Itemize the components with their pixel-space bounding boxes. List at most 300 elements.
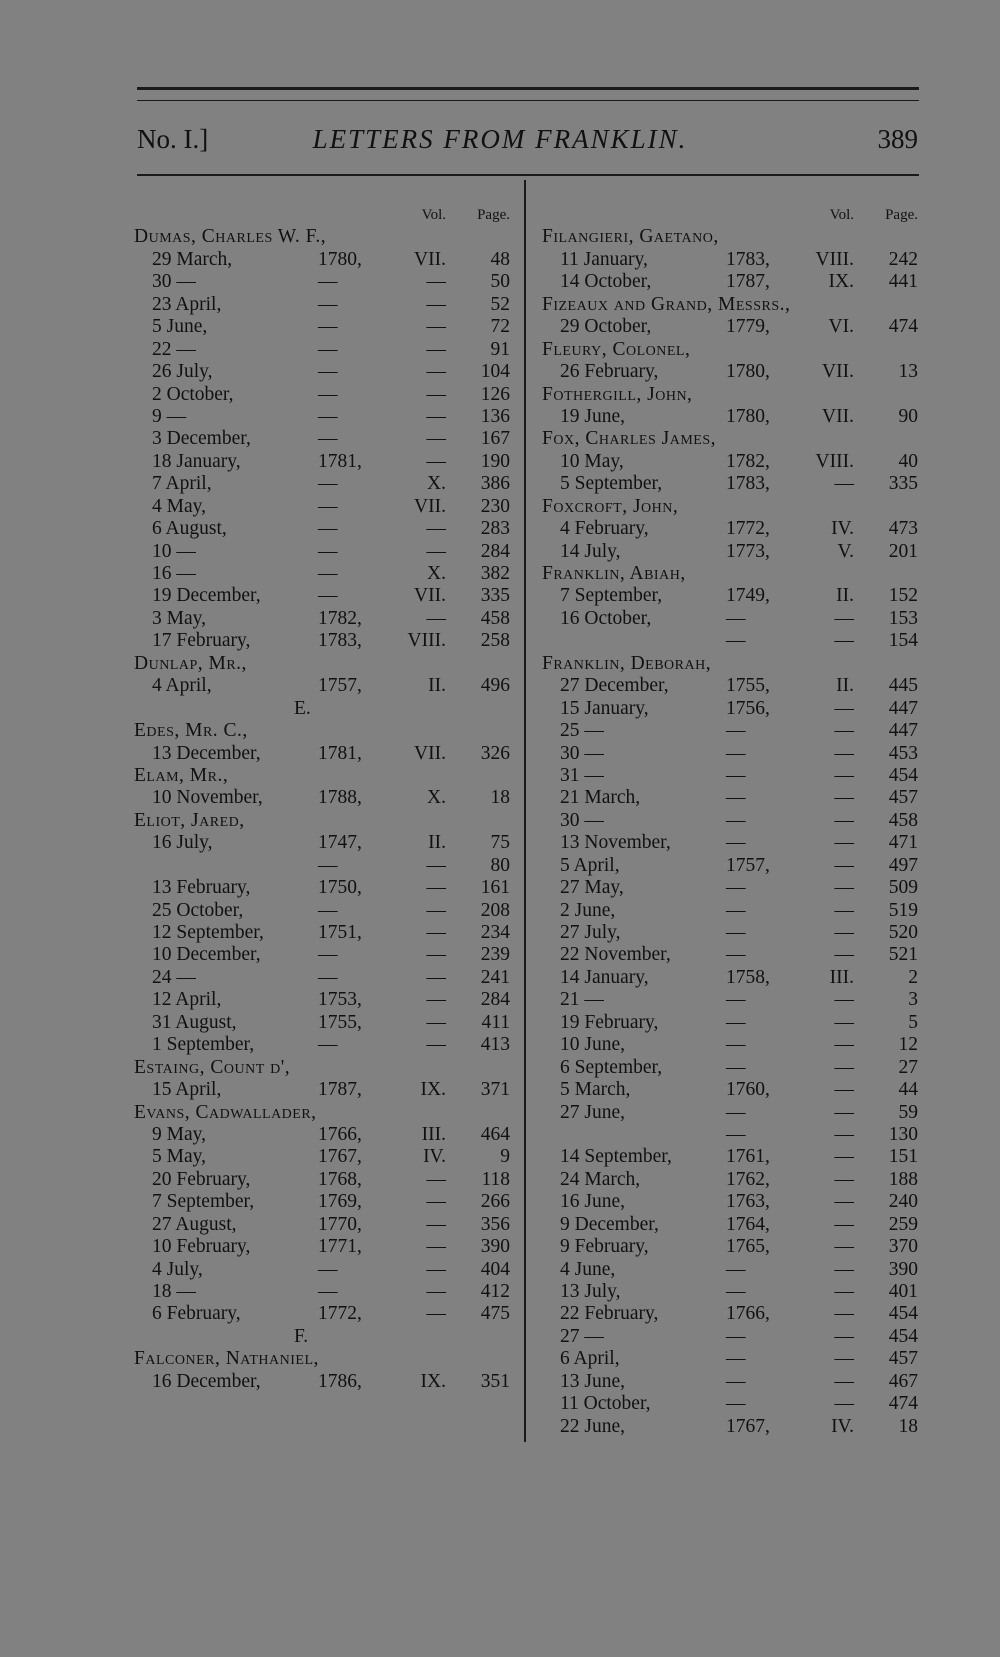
letter-entry (542, 765, 918, 787)
volume-number: VI. (828, 316, 854, 338)
letter-entry (134, 294, 510, 316)
page-ref: 72 (490, 316, 510, 338)
letter-date: 30 — (152, 271, 196, 293)
letter-year: — (318, 383, 338, 405)
letter-entry (542, 451, 918, 473)
volume-number: — (426, 271, 446, 293)
letter-entry (134, 563, 510, 585)
letter-date: 24 — (152, 966, 196, 988)
volume-number: — (834, 1213, 854, 1235)
page-ref: 335 (480, 585, 510, 607)
page-ref: 283 (480, 518, 510, 540)
volume-number: — (834, 944, 854, 966)
letter-entry (134, 922, 510, 944)
index-column-left (134, 204, 510, 1393)
volume-number: — (834, 899, 854, 921)
letter-date: 5 March, (560, 1079, 631, 1101)
letter-year: — (726, 1258, 746, 1280)
letter-year: — (726, 1393, 746, 1415)
volume-number: — (834, 989, 854, 1011)
volume-number: VIII. (815, 450, 854, 472)
letter-date: 6 August, (152, 518, 227, 540)
letter-year: — (318, 540, 338, 562)
letter-year: 1765, (726, 1236, 770, 1258)
page-ref: 519 (888, 899, 918, 921)
page-ref: 259 (888, 1213, 918, 1235)
letter-year: 1782, (318, 607, 362, 629)
letter-entry (134, 428, 510, 450)
correspondent-name: Falconer, Nathaniel, (134, 1348, 319, 1370)
page-ref: 48 (490, 248, 510, 270)
correspondent-entry (542, 653, 918, 675)
correspondent-name: Franklin, Deborah, (542, 652, 712, 674)
page-ref: 90 (898, 405, 918, 427)
letter-date: 5 June, (152, 316, 208, 338)
page-ref: 412 (480, 1281, 510, 1302)
volume-number: — (426, 361, 446, 383)
correspondent-entry (134, 810, 510, 832)
page-ref: 230 (480, 495, 510, 517)
letter-date: 14 January, (560, 966, 649, 988)
letter-date: 10 December, (152, 944, 261, 966)
letter-year: 1788, (318, 787, 362, 809)
letter-date: 29 March, (152, 248, 233, 270)
letter-year: 1787, (318, 1079, 362, 1101)
letter-entry (134, 249, 510, 271)
letter-date: 4 April, (152, 675, 212, 697)
correspondent-entry (134, 653, 510, 675)
page-ref: 447 (888, 697, 918, 719)
letter-year: — (726, 1034, 746, 1056)
letter-year: — (318, 293, 338, 315)
letter-year: 1762, (726, 1168, 770, 1190)
page-ref: 188 (888, 1168, 918, 1190)
page-ref: 258 (480, 630, 510, 652)
volume-number: — (834, 1146, 854, 1168)
letter-year: — (726, 742, 746, 764)
letter-entry (134, 832, 510, 854)
volume-number: VIII. (407, 630, 446, 652)
page-ref: 242 (888, 248, 918, 270)
letter-date: 6 April, (560, 1348, 620, 1370)
letter-date: 27 June, (560, 1101, 625, 1123)
volume-number: — (426, 518, 446, 540)
correspondent-entry (542, 339, 918, 361)
chapter-label: No. I.] (137, 124, 209, 154)
page-ref: 161 (480, 877, 510, 899)
letter-date: 7 September, (152, 1191, 255, 1213)
running-title: LETTERS FROM FRANKLIN. (312, 124, 688, 154)
letter-year: — (318, 518, 338, 540)
letter-date: 4 June, (560, 1258, 616, 1280)
letter-entry (542, 473, 918, 495)
correspondent-name: Evans, Cadwallader, (134, 1101, 317, 1123)
letter-entry (134, 1146, 510, 1168)
letter-entry (542, 518, 918, 540)
letter-entry (134, 496, 510, 518)
letter-year: — (726, 1011, 746, 1033)
letter-entry (542, 944, 918, 966)
letter-year: — (318, 563, 338, 584)
letter-year: 1783, (318, 630, 362, 652)
letter-entry (542, 249, 918, 271)
page-ref: 13 (898, 361, 918, 383)
page-ref: 284 (480, 989, 510, 1011)
correspondent-entry (542, 226, 918, 248)
letter-year: 1763, (726, 1191, 770, 1213)
letter-entry (542, 1079, 918, 1101)
letter-date: 19 February, (560, 1011, 659, 1033)
letter-entry (542, 630, 918, 652)
letter-year: — (318, 473, 338, 495)
letter-entry (134, 1169, 510, 1191)
top-rule (137, 87, 919, 90)
letter-year: — (726, 1370, 746, 1392)
volume-number: — (426, 540, 446, 562)
page-heading: Page. (885, 207, 918, 223)
volume-number: — (426, 450, 446, 472)
letter-entry (542, 720, 918, 742)
letter-date: 18 — (152, 1281, 196, 1302)
volume-number: — (426, 607, 446, 629)
letter-entry (542, 967, 918, 989)
letter-date: 13 December, (152, 742, 261, 764)
page-ref: 80 (490, 854, 510, 876)
letter-entry (134, 1303, 510, 1325)
letter-year: 1766, (726, 1303, 770, 1325)
page-ref: 136 (480, 405, 510, 427)
page-ref: 12 (898, 1034, 918, 1056)
letter-year: 1780, (318, 248, 362, 270)
letter-date: 10 June, (560, 1034, 625, 1056)
letter-entry (542, 361, 918, 383)
letter-entry (134, 271, 510, 293)
letter-entry (134, 1124, 510, 1146)
page-ref: 201 (888, 540, 918, 562)
volume-number: — (426, 944, 446, 966)
correspondent-entry (134, 765, 510, 787)
volume-number: — (426, 383, 446, 405)
correspondent-name: Eliot, Jared, (134, 809, 245, 831)
letter-entry (542, 1102, 918, 1124)
letter-date: 25 — (560, 720, 604, 742)
page-ref: 208 (480, 899, 510, 921)
letter-entry (542, 1034, 918, 1056)
letter-year: — (318, 338, 338, 360)
letter-year: — (318, 944, 338, 966)
letter-entry (542, 1146, 918, 1168)
letter-entry (542, 1371, 918, 1393)
page-number: 389 (877, 124, 918, 154)
volume-number: — (834, 1370, 854, 1392)
volume-number: — (834, 473, 854, 495)
letter-date: 16 June, (560, 1191, 625, 1213)
correspondent-entry (542, 294, 918, 316)
volume-number: — (834, 1034, 854, 1056)
page-ref: 153 (888, 607, 918, 629)
volume-number: VII. (822, 405, 854, 427)
letter-date: 13 June, (560, 1370, 625, 1392)
volume-number: — (426, 1303, 446, 1325)
letter-year: 1751, (318, 922, 362, 943)
letter-year: 1755, (726, 675, 770, 697)
page-ref: 239 (480, 944, 510, 966)
letter-date: 9 February, (560, 1236, 649, 1258)
letter-date: 6 September, (560, 1056, 663, 1078)
letter-year: 1760, (726, 1079, 770, 1101)
letter-entry (542, 1214, 918, 1236)
letter-date: 5 April, (560, 854, 620, 876)
volume-number: — (834, 1079, 854, 1101)
letter-date: 21 March, (560, 787, 641, 809)
letter-year: — (726, 1056, 746, 1078)
letter-date: 27 July, (560, 922, 621, 943)
letter-date: 30 — (560, 742, 604, 764)
volume-number: II. (428, 832, 446, 854)
letter-year: 1757, (318, 675, 362, 697)
volume-number: — (834, 922, 854, 943)
letter-date: 3 December, (152, 428, 251, 450)
letter-entry (542, 1416, 918, 1438)
letter-year: — (318, 361, 338, 383)
page-ref: 411 (481, 1011, 510, 1033)
page-ref: 91 (490, 338, 510, 360)
page-ref: 471 (888, 832, 918, 854)
volume-number: III. (421, 1123, 446, 1145)
correspondent-entry (542, 496, 918, 518)
volume-number: — (426, 293, 446, 315)
letter-date: 16 December, (152, 1370, 261, 1392)
letter-date: 27 August, (152, 1213, 237, 1235)
letter-year: 1766, (318, 1123, 362, 1145)
volume-number: II. (836, 675, 854, 697)
volume-number: — (426, 1236, 446, 1258)
letter-year: — (726, 1101, 746, 1123)
correspondent-entry (542, 428, 918, 450)
correspondent-name: Edes, Mr. C., (134, 720, 248, 742)
letter-date: 5 September, (560, 473, 663, 495)
letter-date: 15 January, (560, 697, 649, 719)
volume-number: — (834, 1123, 854, 1145)
letter-year: — (318, 585, 338, 607)
volume-number: VIII. (815, 248, 854, 270)
letter-year: 1768, (318, 1168, 362, 1190)
volume-number: — (834, 1325, 854, 1347)
letter-year: 1780, (726, 405, 770, 427)
letter-date: 14 July, (560, 540, 621, 562)
letter-year: — (726, 630, 746, 652)
letter-entry (134, 1034, 510, 1056)
letter-date: 9 — (152, 405, 187, 427)
letter-entry (542, 1191, 918, 1213)
letter-entry (542, 1303, 918, 1325)
volume-number: IX. (420, 1079, 446, 1101)
page-ref: 457 (888, 1348, 918, 1370)
letter-entry (542, 1057, 918, 1079)
volume-number: — (834, 832, 854, 854)
volume-number: IV. (423, 1146, 446, 1168)
letter-entry (134, 944, 510, 966)
page-ref: 454 (888, 764, 918, 786)
letter-date: 13 November, (560, 832, 671, 854)
volume-number: II. (836, 585, 854, 607)
column-heading-row (134, 204, 510, 226)
volume-number: — (426, 989, 446, 1011)
page-ref: 151 (888, 1146, 918, 1168)
page-ref: 130 (888, 1123, 918, 1145)
vol-heading: Vol. (829, 207, 854, 223)
letter-year: — (318, 316, 338, 338)
letter-entry (542, 810, 918, 832)
letter-date: 15 April, (152, 1079, 222, 1101)
column-heading-row (542, 204, 918, 226)
letter-date: 22 — (152, 338, 196, 360)
index-column-right (542, 204, 918, 1438)
letter-year: — (726, 1123, 746, 1145)
volume-number: V. (837, 540, 854, 562)
volume-number: — (426, 1213, 446, 1235)
page-ref: 126 (480, 383, 510, 405)
section-letter: F. (294, 1325, 309, 1347)
volume-number: — (426, 899, 446, 921)
letter-entry (134, 361, 510, 383)
page-ref: 521 (888, 944, 918, 966)
letter-date: 14 September, (560, 1146, 672, 1168)
volume-number: — (834, 1191, 854, 1213)
volume-number: VII. (414, 248, 446, 270)
volume-number: — (426, 922, 446, 943)
letter-year: — (726, 944, 746, 966)
page-ref: 390 (888, 1258, 918, 1280)
letter-entry (542, 922, 918, 944)
letter-date: 4 February, (560, 518, 649, 540)
volume-number: — (834, 630, 854, 652)
letter-date: 16 July, (152, 832, 213, 854)
letter-date: 22 June, (560, 1415, 625, 1437)
page-ref: 154 (888, 630, 918, 652)
letter-year: — (726, 1325, 746, 1347)
letter-entry (134, 1371, 510, 1393)
page-ref: 447 (888, 720, 918, 742)
letter-entry (542, 1236, 918, 1258)
page-ref: 404 (480, 1258, 510, 1280)
letter-date: 5 May, (152, 1146, 206, 1168)
letter-date: 16 October, (560, 607, 652, 629)
letter-entry (542, 832, 918, 854)
letter-year: 1786, (318, 1370, 362, 1392)
letter-year: — (318, 966, 338, 988)
volume-number: — (834, 607, 854, 629)
letter-year: 1749, (726, 585, 770, 607)
letter-year: 1783, (726, 248, 770, 270)
letter-date: 4 July, (152, 1258, 203, 1280)
page-ref: 59 (898, 1101, 918, 1123)
page-ref: 18 (898, 1415, 918, 1437)
page-ref: 454 (888, 1303, 918, 1325)
letter-entry (542, 1281, 918, 1303)
letter-year: — (726, 1281, 746, 1302)
page-heading: Page. (477, 207, 510, 223)
letter-entry (134, 1236, 510, 1258)
volume-number: VII. (414, 495, 446, 517)
letter-date: 26 July, (152, 361, 213, 383)
page-ref: 464 (480, 1123, 510, 1145)
letter-year: — (726, 787, 746, 809)
letter-date: 19 June, (560, 405, 625, 427)
volume-number: — (834, 1281, 854, 1302)
page-ref: 50 (490, 271, 510, 293)
volume-number: X. (427, 787, 446, 809)
letter-year: 1773, (726, 540, 770, 562)
page-ref: 9 (500, 1146, 510, 1168)
correspondent-entry (134, 720, 510, 742)
volume-number: — (426, 1281, 446, 1302)
page-ref: 266 (480, 1191, 510, 1213)
page-ref: 474 (888, 1393, 918, 1415)
letter-entry (542, 1124, 918, 1146)
page-ref: 371 (480, 1079, 510, 1101)
letter-entry (542, 989, 918, 1011)
volume-number: X. (427, 473, 446, 495)
letter-year: — (318, 1034, 338, 1056)
letter-entry (542, 585, 918, 607)
volume-number: II. (428, 675, 446, 697)
page-ref: 240 (888, 1191, 918, 1213)
letter-entry (134, 384, 510, 406)
letter-year: — (318, 428, 338, 450)
letter-date: 9 May, (152, 1123, 206, 1145)
page-ref: 386 (480, 473, 510, 495)
correspondent-entry (542, 384, 918, 406)
page-ref: 520 (888, 922, 918, 943)
letter-date: 13 February, (152, 877, 251, 899)
page-ref: 454 (888, 1325, 918, 1347)
volume-number: — (426, 1011, 446, 1033)
letter-year: — (318, 1281, 338, 1302)
correspondent-name: Dumas, Charles W. F., (134, 226, 327, 248)
letter-entry (542, 1169, 918, 1191)
page-ref: 18 (490, 787, 510, 809)
letter-date: 17 February, (152, 630, 251, 652)
letter-date: 10 — (152, 540, 196, 562)
top-rule-thin (137, 100, 919, 101)
letter-year: 1787, (726, 271, 770, 293)
letter-date: 23 April, (152, 293, 222, 315)
letter-entry (542, 698, 918, 720)
correspondent-name: Franklin, Abiah, (542, 563, 686, 584)
letter-entry (134, 473, 510, 495)
letter-date: 22 February, (560, 1303, 659, 1325)
page-ref: 40 (898, 450, 918, 472)
letter-date: 18 January, (152, 450, 241, 472)
letter-date: 31 August, (152, 1011, 237, 1033)
volume-number: — (834, 697, 854, 719)
letter-year: — (318, 899, 338, 921)
letter-entry (542, 855, 918, 877)
volume-number: IX. (420, 1370, 446, 1392)
letter-entry (542, 1012, 918, 1034)
letter-entry (134, 967, 510, 989)
correspondent-name: Fizeaux and Grand, Messrs., (542, 293, 791, 315)
page-ref: 335 (888, 473, 918, 495)
letter-entry (542, 271, 918, 293)
letter-year: 1771, (318, 1236, 362, 1258)
volume-number: — (834, 1393, 854, 1415)
letter-date: 11 October, (560, 1393, 651, 1415)
letter-entry (134, 339, 510, 361)
volume-number: VII. (414, 742, 446, 764)
page-ref: 241 (480, 966, 510, 988)
